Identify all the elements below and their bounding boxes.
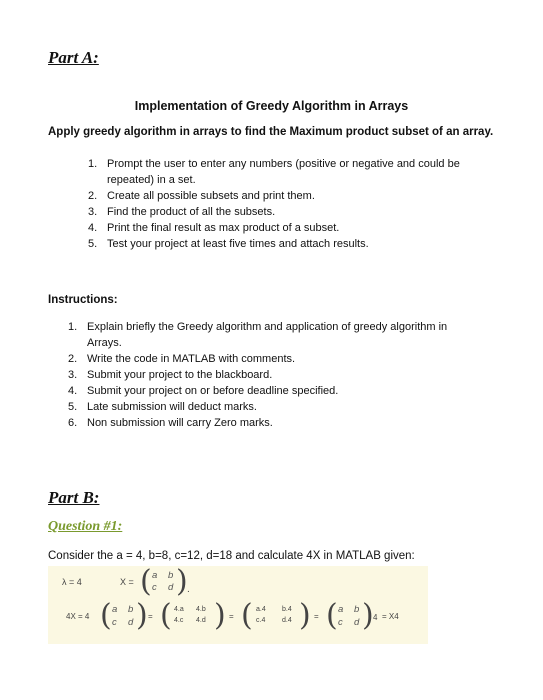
matrix-cell: b.4 <box>282 606 292 613</box>
list-item: 3. Find the product of all the subsets. <box>88 206 276 218</box>
list-item: 2. Create all possible subsets and print them. <box>88 190 315 202</box>
list-item: Arrays. <box>87 337 122 349</box>
list-item: 4. Submit your project on or before deadline specified. <box>68 385 339 397</box>
matrix-cell: d.4 <box>282 617 292 624</box>
part-b-title: Part B: <box>48 488 100 507</box>
question-prompt: Consider the a = 4, b=8, c=12, d=18 and calculate 4X in MATLAB given: <box>48 550 415 562</box>
list-item: 1. Explain briefly the Greedy algorithm and application of greedy algorithm in <box>68 321 448 333</box>
matrix-cell: b <box>128 604 134 615</box>
section-heading: Implementation of Greedy Algorithm in Arrays <box>134 99 409 113</box>
period-mark: . <box>187 584 190 595</box>
matrix-cell: a.4 <box>256 606 266 613</box>
matrix-cell: c <box>152 582 157 593</box>
matrix-cell: d <box>354 617 360 628</box>
list-item: repeated) in a set. <box>107 174 196 186</box>
list-item: 2. Write the code in MATLAB with comments. <box>68 353 296 365</box>
matrix-cell: a <box>338 604 344 615</box>
equals-sign: = <box>148 612 153 621</box>
matrix-cell: c <box>338 617 343 628</box>
paren-left: ( <box>241 598 253 633</box>
row2-lhs: 4X = 4 <box>66 612 90 621</box>
step-list <box>88 156 508 252</box>
list-item: 3. Submit your project to the blackboard. <box>68 369 273 381</box>
paren-right: ) <box>362 598 374 633</box>
matrix-cell: a <box>112 604 118 615</box>
paren-left: ( <box>160 598 172 633</box>
matrix-cell: b <box>168 570 174 581</box>
instructions-list <box>68 319 498 431</box>
equals-sign: = <box>314 612 319 621</box>
matrix-cell: a <box>152 570 158 581</box>
instructions-title: Instructions: <box>48 294 118 306</box>
matrix-cell: 4.c <box>174 617 184 624</box>
list-item: 4. Print the final result as max product of a subset. <box>88 222 340 234</box>
paren-right: ) <box>299 598 311 633</box>
matrix-cell: 4.d <box>196 617 206 624</box>
paren-left: ( <box>140 564 152 599</box>
lambda-definition: λ = 4 <box>62 577 82 587</box>
matrix-cell: b <box>354 604 360 615</box>
matrix-cell: c.4 <box>256 617 266 624</box>
paren-right: ) <box>176 564 188 599</box>
equals-sign: = <box>229 612 234 621</box>
matrix-cell: d <box>168 582 174 593</box>
scalar-factor: 4 <box>373 613 378 622</box>
question-title: Question #1: <box>48 519 123 534</box>
part-a-title: Part A: <box>48 48 99 67</box>
paren-left: ( <box>100 598 112 633</box>
matrix-cell: c <box>112 617 117 628</box>
list-item: 5. Test your project at least five times and attach results. <box>88 238 369 250</box>
list-item: 6. Non submission will carry Zero marks. <box>68 417 273 429</box>
x-label: X = <box>120 577 134 587</box>
paren-left: ( <box>326 598 338 633</box>
list-item: 5. Late submission will deduct marks. <box>68 401 257 413</box>
matrix-cell: 4.b <box>196 606 206 613</box>
matrix-cell: d <box>128 617 134 628</box>
task-description: Apply greedy algorithm in arrays to find the Maximum product subset of an array. <box>48 126 494 138</box>
row2-rhs: = X4 <box>382 612 399 621</box>
paren-right: ) <box>214 598 226 633</box>
matrix-cell: 4.a <box>174 606 184 613</box>
paren-right: ) <box>136 598 148 633</box>
list-item: 1. Prompt the user to enter any numbers (positive or negative and could be <box>88 158 460 170</box>
